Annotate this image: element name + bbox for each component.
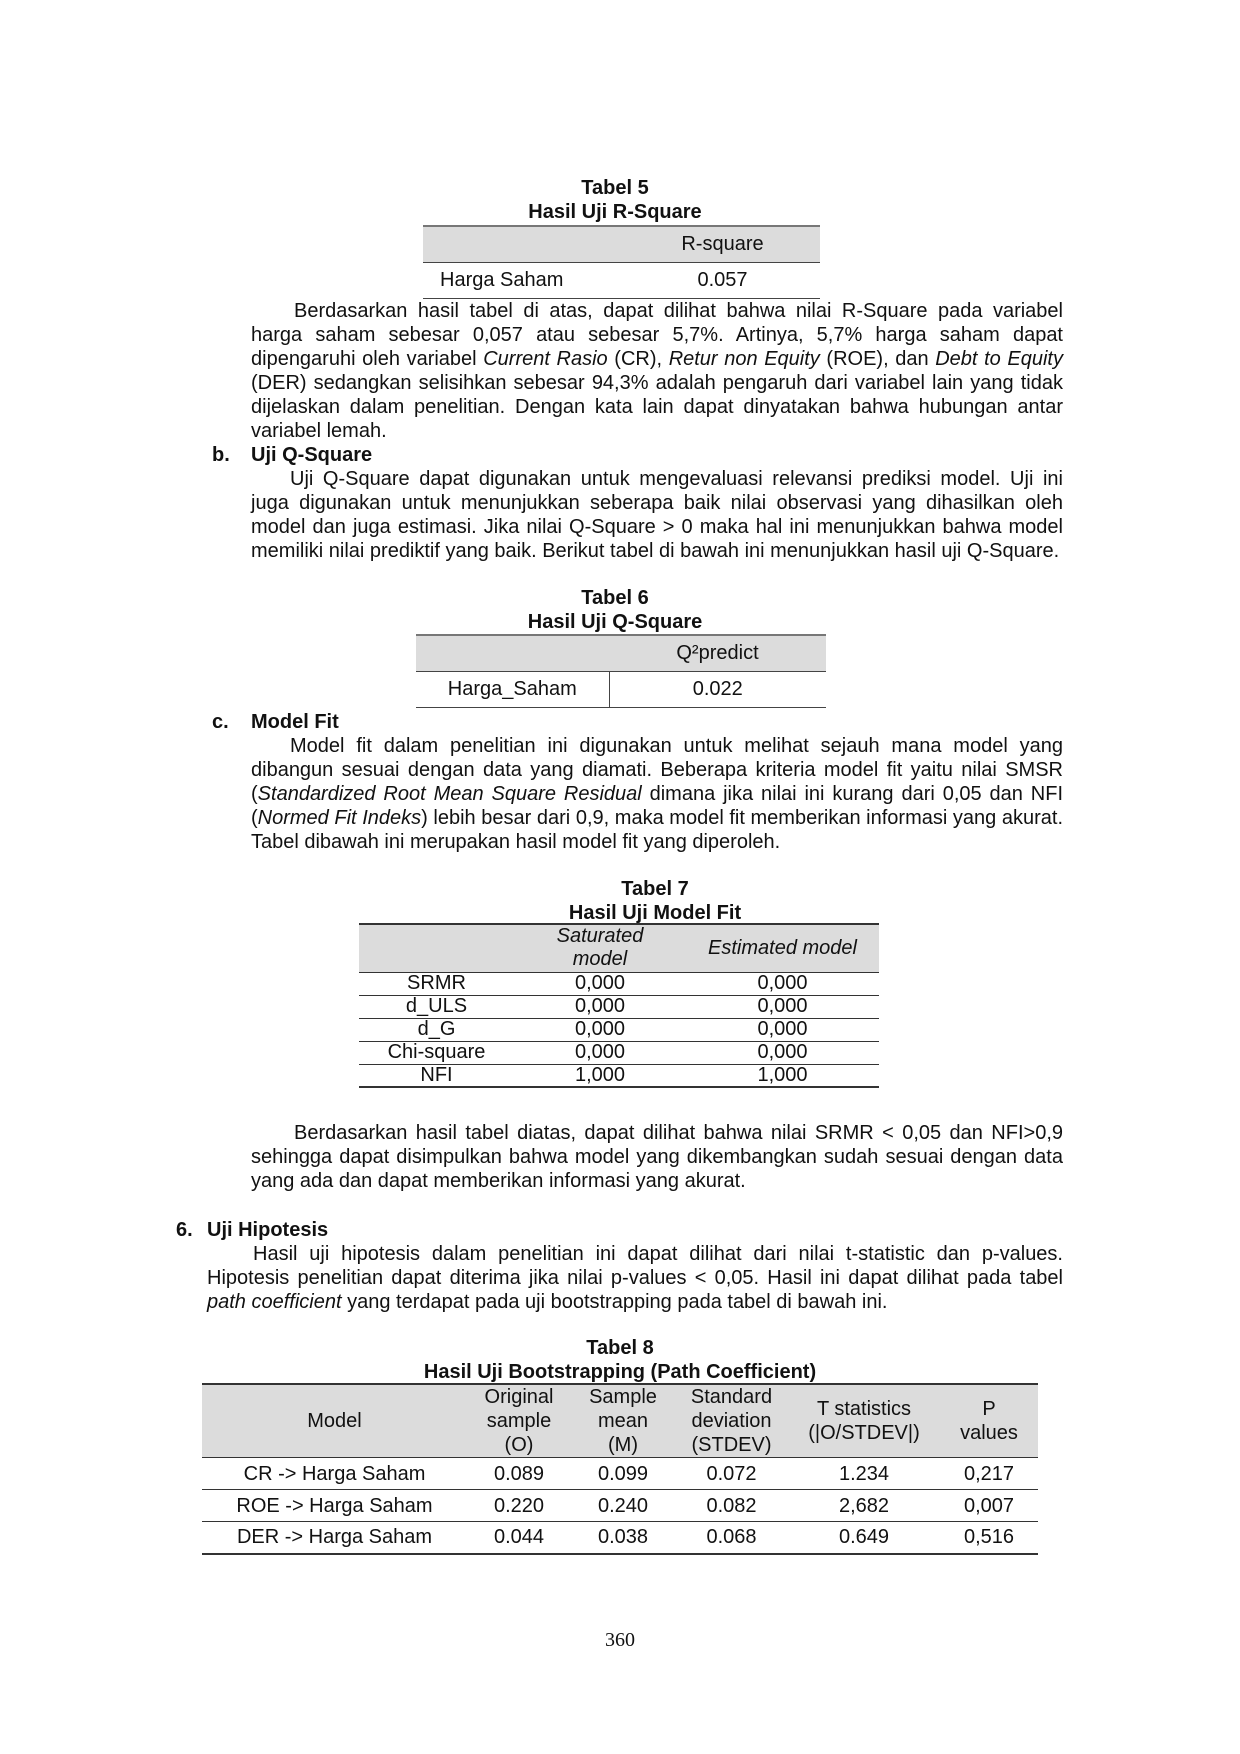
paragraph-uji-hipotesis: Hasil uji hipotesis dalam penelitian ini dapat dilihat dari nilai t-statistic dan p-values. Hipotesis penelitian dapat diterima jika nilai p-values < 0,05. Hasil ini dapat dilihat pada tabel path coefficient yang terdapat pada uji bootstrapping pada tabel di bawah ini. xyxy=(207,1243,1063,1313)
table-5-header: R-square xyxy=(625,226,820,262)
paragraph-model-fit: Model fit dalam penelitian ini digunakan untuk melihat sejauh mana model yang dibangun sesuai dengan data yang diamati. Beberapa kriteria model fit yaitu nilai SMSR (Standardized Root Mean Square Residual dimana jika nilai ini kurang dari 0,05 dan NFI (Normed Fit Indeks) lebih besar dari 0,9, maka model fit memberikan informasi yang akurat. Tabel dibawah ini merupakan hasil model fit yang diperoleh. xyxy=(251,735,1064,853)
table-7-cell-est: 0,000 xyxy=(686,995,879,1018)
table-8-title: Hasil Uji Bootstrapping (Path Coefficient) xyxy=(423,1361,817,1383)
table-6-number: Tabel 6 xyxy=(581,587,649,609)
table-8-cell-t: 2,682 xyxy=(788,1490,940,1522)
section-6-heading xyxy=(176,1218,328,1242)
table-5-caption xyxy=(380,176,850,224)
table-6-row-label: Harga_Saham xyxy=(416,671,609,707)
table-8-cell-p: 0,217 xyxy=(940,1458,1038,1490)
table-8-col-std: Standard deviation (STDEV) xyxy=(675,1384,788,1458)
table-7-cell-sat: 0,000 xyxy=(514,1041,686,1064)
table-8-caption xyxy=(320,1336,920,1384)
table-7-cell-sat: 0,000 xyxy=(514,995,686,1018)
table-7-cell-est: 0,000 xyxy=(686,972,879,995)
table-6-header: Q²predict xyxy=(609,635,826,671)
table-row xyxy=(202,1458,1038,1490)
table-8-cell-model: ROE -> Harga Saham xyxy=(202,1490,467,1522)
table-5 xyxy=(423,225,820,299)
table-8-cell-t: 1.234 xyxy=(788,1458,940,1490)
table-row xyxy=(359,1064,879,1087)
table-5-row-value: 0.057 xyxy=(625,262,820,298)
section-b-label: b. xyxy=(212,444,230,466)
table-row xyxy=(359,995,879,1018)
table-7-col-saturated: Saturated model xyxy=(556,925,644,971)
table-8-cell-model: DER -> Harga Saham xyxy=(202,1522,467,1554)
table-7-cell-sat: 1,000 xyxy=(514,1064,686,1087)
table-5-row-label: Harga Saham xyxy=(423,262,625,298)
table-5-title: Hasil Uji R-Square xyxy=(528,201,702,223)
table-7-cell-sat: 0,000 xyxy=(514,1018,686,1041)
table-5-number: Tabel 5 xyxy=(581,177,649,199)
table-7-cell-sat: 0,000 xyxy=(514,972,686,995)
table-7-cell-est: 0,000 xyxy=(686,1041,879,1064)
section-c-label: c. xyxy=(212,711,229,733)
table-8-col-p: P values xyxy=(940,1384,1038,1458)
table-7-cell-label: d_G xyxy=(359,1018,514,1041)
table-7-cell-label: SRMR xyxy=(359,972,514,995)
section-6-title: Uji Hipotesis xyxy=(207,1219,329,1241)
table-row xyxy=(359,1041,879,1064)
paragraph-model-fit-result: Berdasarkan hasil tabel diatas, dapat dilihat bahwa nilai SRMR < 0,05 dan NFI>0,9 sehingga dapat disimpulkan bahwa model yang dikembangkan sudah sesuai dengan data yang ada dan dapat memberikan informasi yang akurat. xyxy=(251,1122,1063,1192)
table-8-cell-s: 0.068 xyxy=(675,1522,788,1554)
section-c-title: Model Fit xyxy=(251,711,339,733)
table-7-cell-label: NFI xyxy=(359,1064,514,1087)
table-7-cell-est: 0,000 xyxy=(686,1018,879,1041)
table-7-cell-label: Chi-square xyxy=(359,1041,514,1064)
table-8-cell-o: 0.220 xyxy=(467,1490,571,1522)
table-8-cell-s: 0.082 xyxy=(675,1490,788,1522)
paragraph-r-square: Berdasarkan hasil tabel di atas, dapat dilihat bahwa nilai R-Square pada variabel harga saham sebesar 0,057 atau sebesar 5,7%. Artinya, 5,7% harga saham dapat dipengaruhi oleh variabel Current Rasio (CR), Retur non Equity (ROE), dan Debt to Equity (DER) sedangkan selisihkan sebesar 94,3% adalah pengaruh dari variabel lain yang tidak dijelaskan dalam penelitian. Dengan kata lain dapat dinyatakan bahwa hubungan antar variabel lemah. xyxy=(251,300,1063,442)
table-8-cell-m: 0.038 xyxy=(571,1522,675,1554)
table-7-caption xyxy=(420,877,890,925)
table-7-col-estimated: Estimated model xyxy=(708,936,857,959)
section-b-heading xyxy=(212,443,372,467)
table-row xyxy=(359,972,879,995)
table-8-cell-m: 0.240 xyxy=(571,1490,675,1522)
table-8-col-model: Model xyxy=(202,1384,467,1458)
table-7-number: Tabel 7 xyxy=(621,878,689,900)
table-7-title: Hasil Uji Model Fit xyxy=(568,902,742,924)
section-c-heading xyxy=(212,710,339,734)
table-7 xyxy=(359,923,879,1088)
table-8-col-original: Original sample (O) xyxy=(467,1384,571,1458)
table-6-title: Hasil Uji Q-Square xyxy=(527,611,703,633)
table-7-cell-est: 1,000 xyxy=(686,1064,879,1087)
table-8-cell-model: CR -> Harga Saham xyxy=(202,1458,467,1490)
table-8-col-t: T statistics (|O/STDEV|) xyxy=(788,1384,940,1458)
table-8-cell-o: 0.089 xyxy=(467,1458,571,1490)
table-6-row-value: 0.022 xyxy=(609,671,826,707)
table-row xyxy=(359,1018,879,1041)
table-8-cell-m: 0.099 xyxy=(571,1458,675,1490)
paragraph-q-square: Uji Q-Square dapat digunakan untuk mengevaluasi relevansi prediksi model. Uji ini juga digunakan untuk menunjukkan seberapa baik nilai observasi yang dihasilkan oleh model dan juga estimasi. Jika nilai Q-Square > 0 maka hal ini menunjukkan bahwa model memiliki nilai prediktif yang baik. Berikut tabel di bawah ini menunjukkan hasil uji Q-Square. xyxy=(251,468,1063,562)
table-8 xyxy=(202,1383,1038,1555)
table-8-cell-p: 0,007 xyxy=(940,1490,1038,1522)
table-8-cell-t: 0.649 xyxy=(788,1522,940,1554)
table-8-col-mean: Sample mean (M) xyxy=(571,1384,675,1458)
table-row xyxy=(202,1490,1038,1522)
table-7-cell-label: d_ULS xyxy=(359,995,514,1018)
table-8-cell-o: 0.044 xyxy=(467,1522,571,1554)
table-8-cell-p: 0,516 xyxy=(940,1522,1038,1554)
page-number: 360 xyxy=(605,1629,635,1651)
table-8-cell-s: 0.072 xyxy=(675,1458,788,1490)
section-6-label: 6. xyxy=(176,1219,193,1241)
section-b-title: Uji Q-Square xyxy=(251,444,373,466)
table-6 xyxy=(416,634,826,708)
table-row xyxy=(202,1522,1038,1554)
table-8-number: Tabel 8 xyxy=(586,1337,654,1359)
table-6-caption xyxy=(380,586,850,634)
